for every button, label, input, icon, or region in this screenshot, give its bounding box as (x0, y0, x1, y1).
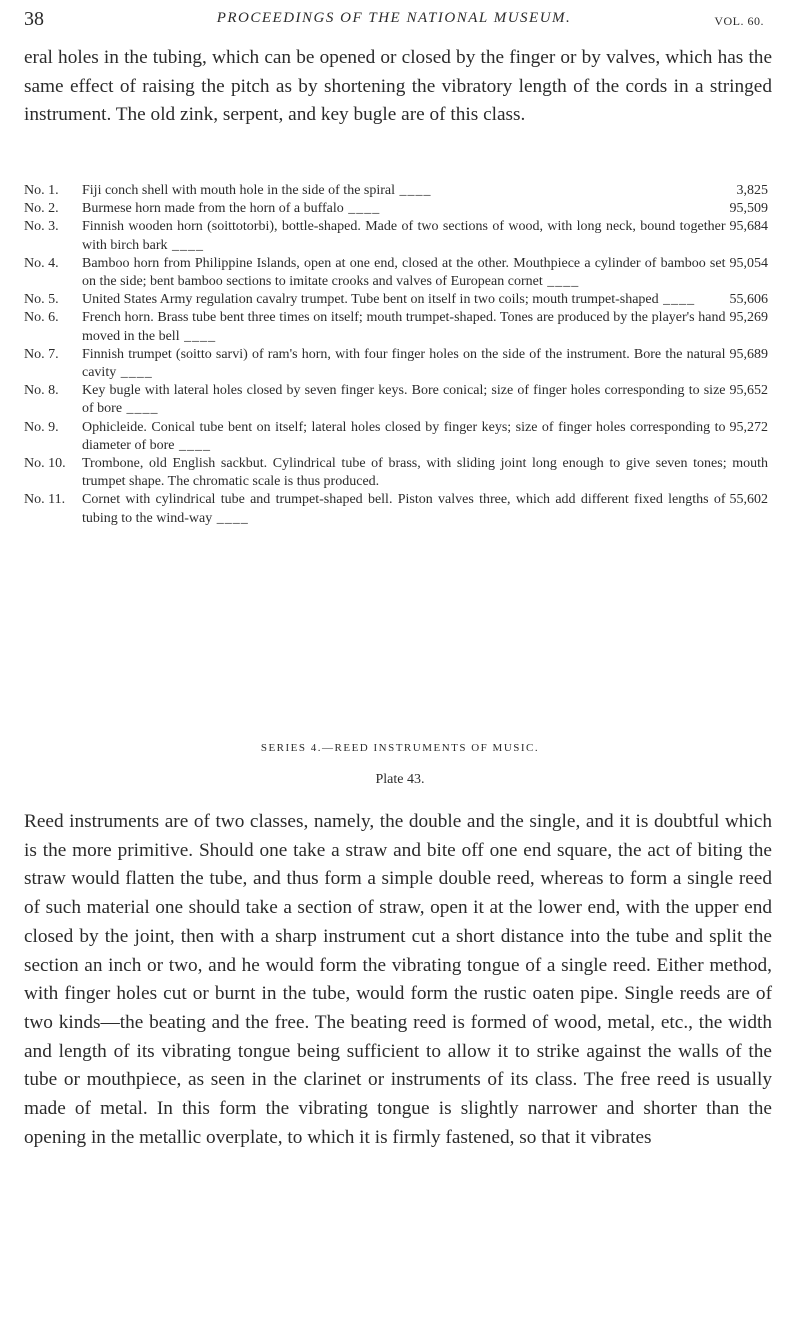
catalog-entry (24, 382, 768, 418)
catalog-entry-museum-number: 95,269 (729, 310, 768, 326)
catalog-entry (24, 255, 768, 291)
catalog-entry-number-label: No. 4. (24, 255, 59, 271)
catalog-list (24, 182, 768, 528)
catalog-entry (24, 218, 768, 254)
catalog-entry-description: United States Army regulation cavalry trumpet. Tube bent on itself in two coils; mouth trumpet-shaped (82, 292, 659, 308)
leader-dots: ____ (174, 437, 212, 453)
catalog-entry-description: Ophicleide. Conical tube bent on itself; lateral holes closed by finger keys; size of finger holes corresponding to diameter of bore (82, 419, 726, 453)
catalog-entry-number-label: No. 6. (24, 310, 59, 326)
catalog-entry-museum-number: 95,272 (729, 419, 768, 435)
catalog-entry-description: Finnish wooden horn (soittotorbi), bottle-shaped. Made of two sections of wood, with long neck, bound together with birch bark (82, 219, 726, 253)
catalog-entry-description: Fiji conch shell with mouth hole in the side of the spiral (82, 183, 396, 198)
catalog-entry (24, 182, 768, 200)
leader-dots: ____ (658, 292, 696, 308)
reed-paragraph: Reed instruments are of two classes, namely, the double and the single, and it is doubtful which is the more primitive. Should one take a straw and bite off one end square, the act of biting the straw would flatten the tube, and thus form a simple double reed, whereas to form a single reed of such material one should take a section of straw, open it at the lower end, with the upper end closed by the joint, then with a sharp instrument cut a short distance into the tube and split the section an inch or two, and he would form the vibrating tongue of a single reed. Either method, with finger holes cut or burnt in the tube, would form the rustic oaten pipe. Single reeds are of two kinds—the beating and the free. The beating reed is formed of wood, metal, etc., the width and length of its vibrating tongue being sufficient to allow it to strike against the walls of the tube or mouthpiece, as seen in the clarinet or instruments of its class. The free reed is usually made of metal. In this form the vibrating tongue is slightly narrower and shorter than the opening in the metallic overplate, to which it is firmly fastened, so that it vibrates (24, 811, 772, 1148)
catalog-entry-description: Cornet with cylindrical tube and trumpet-shaped bell. Piston valves three, which add different fixed lengths of tubing to the wind-way (82, 492, 726, 526)
catalog-entry-number-label: No. 1. (24, 183, 59, 198)
leader-dots: ____ (116, 365, 153, 381)
catalog-entry-museum-number: 95,684 (729, 219, 768, 235)
catalog-entry-description: Finnish trumpet (soitto sarvi) of ram's horn, with four finger holes on the side of the instrument. Bore the natural cavity (82, 346, 726, 381)
leader-dots: ____ (167, 237, 205, 253)
catalog-entry-number-label: No. 3. (24, 219, 59, 235)
catalog-entry-museum-number: 95,689 (729, 346, 768, 362)
intro-paragraph: eral holes in the tubing, which can be opened or closed by the finger or by valves, which has the same effect of raising the pitch as by shortening the vibratory length of the cords in a stringed instrument. The old zink, serpent, and key bugle are of this class. (24, 47, 772, 126)
catalog-entry-number-label: No. 5. (24, 292, 59, 308)
catalog-entry-number-label: No. 9. (24, 419, 59, 435)
journal-title: PROCEEDINGS OF THE NATIONAL MUSEUM. (216, 10, 572, 26)
catalog-entry (24, 346, 768, 382)
catalog-entry-museum-number: 55,606 (729, 292, 768, 308)
catalog-entry (24, 309, 768, 345)
catalog-entry (24, 419, 768, 455)
catalog-entry-museum-number: 95,054 (729, 255, 768, 271)
catalog-entry-description: French horn. Brass tube bent three times on itself; mouth trumpet-shaped. Tones are produced by the player's hand moved in the bell (82, 310, 726, 344)
catalog-entry-description: Trombone, old English sackbut. Cylindrical tube of brass, with sliding joint long enough to give seven tones; mouth trumpet shape. The chromatic scale is thus produced. (82, 456, 768, 490)
catalog-entry-number-label: No. 7. (24, 346, 59, 362)
leader-dots: ____ (343, 201, 381, 217)
leader-dots: ____ (179, 328, 217, 344)
catalog-entry (24, 491, 768, 527)
catalog-entry-description: Key bugle with lateral holes closed by seven finger keys. Bore conical; size of finger holes corresponding to size of bore (82, 383, 726, 417)
page-number: 38 (24, 8, 44, 30)
leader-dots: ____ (212, 510, 249, 526)
catalog-entry-number-label: No. 10. (24, 456, 66, 472)
volume-label: VOL. 60. (714, 14, 764, 28)
catalog-entry-number-label: No. 2. (24, 201, 59, 217)
catalog-entry (24, 291, 768, 309)
running-head (24, 8, 764, 36)
catalog-entry-description: Bamboo horn from Philippine Islands, open at one end, closed at the other. Mouthpiece a cylinder of bamboo set on the side; bent bamboo sections to imitate crooks and valves of European cornet (82, 255, 726, 290)
catalog-entry-description: Burmese horn made from the horn of a buffalo (82, 201, 344, 217)
leader-dots: ____ (395, 183, 432, 198)
catalog-entry-museum-number: 55,602 (729, 492, 768, 508)
catalog-entry-number-label: No. 11. (24, 492, 66, 508)
leader-dots: ____ (122, 401, 159, 417)
leader-dots: ____ (542, 274, 580, 290)
catalog-entry (24, 455, 768, 491)
series-heading: SERIES 4.—REED INSTRUMENTS OF MUSIC. (260, 742, 540, 754)
catalog-entry (24, 200, 768, 218)
catalog-entry-museum-number: 95,652 (729, 383, 768, 399)
catalog-entry-number-label: No. 8. (24, 383, 59, 399)
catalog-entry-museum-number: 95,509 (729, 201, 768, 217)
catalog-entry-museum-number: 3,825 (736, 183, 768, 198)
plate-label: Plate 43. (375, 772, 425, 787)
